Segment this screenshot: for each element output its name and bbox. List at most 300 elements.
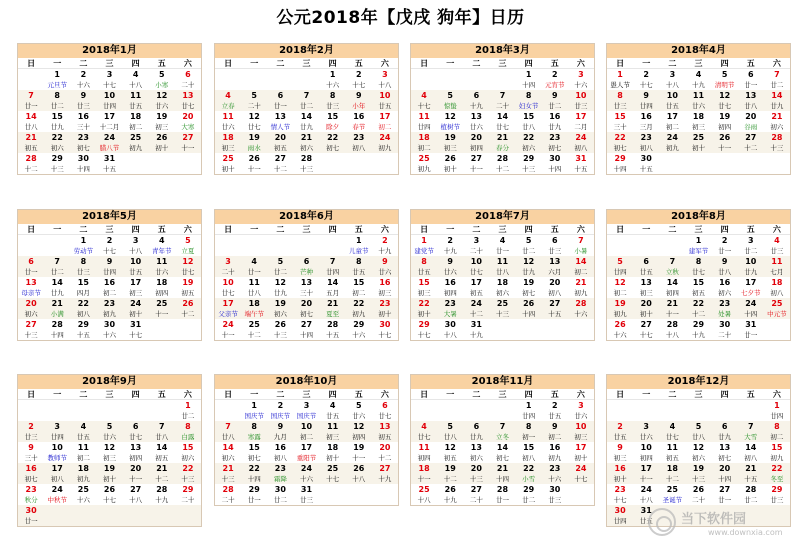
day-number: 18	[692, 112, 705, 121]
day-number: 11	[418, 112, 430, 121]
day-number: 3	[578, 401, 584, 410]
day-number: 31	[300, 485, 313, 494]
empty-cell	[372, 484, 398, 505]
lunar-date: 廿八	[744, 102, 758, 110]
day-cell	[463, 277, 489, 298]
day-number: 28	[222, 485, 234, 494]
day-number: 13	[470, 112, 482, 121]
lunar-date: 初十	[326, 454, 340, 462]
day-cell	[411, 421, 437, 442]
day-number: 29	[692, 320, 705, 329]
lunar-date: 初十	[155, 144, 169, 152]
day-number: 26	[353, 464, 365, 473]
day-cell	[712, 256, 738, 277]
day-cell	[44, 132, 70, 153]
day-cell	[516, 442, 542, 463]
lunar-date: 十三	[299, 165, 313, 173]
day-cell	[149, 256, 175, 277]
month-header: 2018年12月	[607, 375, 790, 389]
lunar-date: 十四	[50, 331, 64, 339]
lunar-date: 十三	[770, 144, 784, 152]
lunar-date: 七月	[770, 268, 784, 276]
lunar-date: 初九	[613, 310, 627, 318]
lunar-date: 初八	[574, 144, 588, 152]
day-cell	[241, 400, 267, 421]
lunar-date: 初六	[522, 144, 536, 152]
day-number: 16	[719, 278, 731, 287]
lunar-date: 十七	[613, 496, 627, 504]
day-number: 29	[523, 485, 535, 494]
day-number: 21	[496, 464, 509, 473]
lunar-date: 十三	[24, 331, 38, 339]
lunar-date: 廿七	[181, 268, 195, 276]
lunar-date: 廿七	[247, 123, 261, 131]
day-cell	[293, 442, 319, 463]
weekday-label: 四	[328, 225, 337, 234]
day-cell	[70, 235, 96, 256]
weekday-label: 六	[576, 225, 585, 234]
lunar-date: 初二	[574, 268, 588, 276]
day-number: 6	[747, 70, 754, 79]
lunar-date: 十二	[744, 144, 758, 152]
lunar-date: 廿三	[770, 247, 784, 255]
day-cell	[267, 256, 293, 277]
day-number: 12	[274, 278, 286, 287]
lunar-date: 十七	[639, 81, 653, 89]
weekday-label: 三	[498, 59, 507, 68]
lunar-date: 廿四	[522, 412, 536, 420]
day-cell	[149, 111, 175, 132]
lunar-date: 十四	[76, 165, 90, 173]
day-number: 9	[721, 257, 728, 266]
day-cell	[241, 442, 267, 463]
day-number: 15	[248, 443, 260, 452]
lunar-date: 三十	[299, 289, 313, 297]
day-number: 27	[470, 154, 482, 163]
festival-label: 小暑	[574, 247, 588, 255]
day-number: 3	[382, 70, 388, 79]
day-cell	[607, 421, 633, 442]
day-cell	[320, 69, 346, 90]
lunar-date: 廿六	[352, 412, 366, 420]
weekday-label: 六	[183, 225, 192, 234]
day-cell	[437, 319, 463, 340]
day-cell	[96, 256, 122, 277]
day-cell	[320, 298, 346, 319]
lunar-date: 初四	[417, 454, 431, 462]
day-number: 24	[130, 299, 142, 308]
day-number: 24	[666, 133, 678, 142]
day-number: 13	[379, 422, 391, 431]
lunar-date: 十九	[378, 247, 392, 255]
weekday-label: 日	[224, 225, 233, 234]
lunar-date: 廿四	[613, 517, 627, 525]
weekday-label: 一	[642, 390, 651, 399]
day-number: 1	[421, 236, 427, 245]
day-cell	[70, 463, 96, 484]
festival-label: 清明节	[714, 81, 735, 89]
weekday-label: 五	[157, 225, 166, 234]
day-cell	[411, 132, 437, 153]
day-cell	[489, 111, 515, 132]
day-cell	[764, 442, 790, 463]
lunar-date: 廿八	[691, 433, 705, 441]
day-number: 21	[666, 299, 678, 308]
festival-label: 立夏	[181, 247, 195, 255]
day-number: 30	[103, 320, 116, 329]
lunar-date: 十四	[522, 81, 536, 89]
lunar-date: 十三	[495, 310, 509, 318]
lunar-date: 十七	[574, 475, 588, 483]
weekday-label: 三	[302, 390, 311, 399]
day-cell	[738, 319, 764, 340]
day-number: 5	[106, 422, 113, 431]
day-cell	[712, 111, 738, 132]
lunar-date: 廿八	[443, 433, 457, 441]
month-header: 2018年6月	[215, 210, 398, 224]
day-number: 10	[640, 443, 652, 452]
day-number: 29	[418, 320, 430, 329]
lunar-date: 十四	[718, 475, 732, 483]
day-number: 6	[721, 422, 728, 431]
day-number: 10	[103, 91, 116, 100]
day-number: 31	[470, 320, 482, 329]
day-cell	[685, 298, 711, 319]
lunar-date: 初十	[417, 310, 431, 318]
day-cell	[241, 111, 267, 132]
day-cell	[712, 69, 738, 90]
lunar-date: 二十	[221, 496, 235, 504]
day-cell	[516, 69, 542, 90]
lunar-date: 十八	[378, 81, 392, 89]
month-6	[214, 209, 399, 341]
lunar-date: 六月	[548, 268, 562, 276]
day-number: 16	[549, 443, 561, 452]
empty-cell	[685, 400, 711, 421]
day-cell	[241, 277, 267, 298]
weekday-label: 六	[576, 390, 585, 399]
day-number: 1	[774, 401, 780, 410]
lunar-date: 初六	[273, 310, 287, 318]
lunar-date: 初二	[129, 123, 143, 131]
day-cell	[44, 111, 70, 132]
day-number: 27	[300, 320, 313, 329]
lunar-date: 初六	[50, 144, 64, 152]
day-cell	[293, 90, 319, 111]
day-number: 30	[444, 320, 456, 329]
lunar-date: 十九	[691, 81, 705, 89]
day-number: 18	[496, 278, 509, 287]
day-number: 1	[251, 401, 257, 410]
weekday-label: 六	[380, 59, 389, 68]
day-cell	[463, 463, 489, 484]
day-number: 28	[666, 320, 678, 329]
day-number: 18	[418, 133, 430, 142]
day-cell	[241, 132, 267, 153]
day-cell	[123, 442, 149, 463]
day-cell	[633, 463, 659, 484]
lunar-date: 十九	[378, 475, 392, 483]
day-number: 20	[300, 299, 313, 308]
day-number: 27	[182, 133, 194, 142]
day-number: 20	[640, 299, 652, 308]
empty-cell	[738, 153, 764, 174]
lunar-date: 初六	[299, 144, 313, 152]
lunar-date: 初六	[469, 454, 483, 462]
day-cell	[568, 256, 594, 277]
day-cell	[372, 277, 398, 298]
day-number: 15	[77, 278, 89, 287]
day-cell	[463, 153, 489, 174]
lunar-date: 十三	[221, 475, 235, 483]
festival-label: 寒露	[247, 433, 261, 441]
day-cell	[516, 463, 542, 484]
lunar-date: 廿七	[495, 123, 509, 131]
day-number: 6	[643, 257, 649, 266]
lunar-date: 廿九	[273, 289, 287, 297]
weekday-label: 一	[53, 390, 62, 399]
day-cell	[738, 421, 764, 442]
lunar-date: 廿二	[50, 102, 64, 110]
day-number: 28	[300, 154, 313, 163]
day-cell	[712, 463, 738, 484]
day-cell	[18, 111, 44, 132]
festival-label: 大寒	[181, 123, 195, 131]
day-number: 22	[51, 133, 63, 142]
day-cell	[738, 256, 764, 277]
day-number: 22	[418, 299, 430, 308]
festival-label: 雨水	[247, 144, 261, 152]
day-cell	[175, 442, 201, 463]
day-number: 17	[379, 112, 391, 121]
month-2	[214, 43, 399, 175]
lunar-date: 廿九	[469, 433, 483, 441]
day-cell	[18, 442, 44, 463]
day-cell	[463, 421, 489, 442]
day-cell	[685, 421, 711, 442]
day-cell	[241, 90, 267, 111]
day-cell	[489, 277, 515, 298]
day-cell	[685, 132, 711, 153]
weekday-label: 二	[276, 390, 285, 399]
lunar-date: 五月	[326, 289, 340, 297]
lunar-date: 廿二	[522, 247, 536, 255]
lunar-date: 十七	[102, 81, 116, 89]
weekday-label: 三	[105, 225, 114, 234]
day-number: 29	[523, 154, 535, 163]
lunar-date: 十一	[469, 165, 483, 173]
day-cell	[607, 505, 633, 526]
lunar-date: 初二	[102, 289, 116, 297]
day-cell	[542, 90, 568, 111]
day-cell	[411, 256, 437, 277]
day-cell	[659, 111, 685, 132]
day-number: 25	[692, 133, 705, 142]
lunar-date: 初二	[76, 454, 90, 462]
weekday-label: 四	[131, 390, 140, 399]
day-number: 19	[274, 299, 286, 308]
lunar-date: 廿四	[613, 268, 627, 276]
empty-cell	[215, 235, 241, 256]
lunar-date: 十八	[639, 496, 653, 504]
day-number: 10	[575, 91, 587, 100]
day-cell	[123, 132, 149, 153]
lunar-date: 初三	[326, 433, 340, 441]
month-header: 2018年11月	[411, 375, 594, 389]
day-cell	[685, 484, 711, 505]
day-number: 7	[225, 422, 231, 431]
day-cell	[70, 319, 96, 340]
lunar-date: 十六	[326, 81, 340, 89]
day-number: 25	[418, 485, 430, 494]
weekday-label: 二	[472, 59, 481, 68]
day-cell	[659, 421, 685, 442]
empty-cell	[607, 235, 633, 256]
day-number: 25	[130, 133, 142, 142]
day-cell	[346, 69, 372, 90]
lunar-date: 二十	[221, 268, 235, 276]
day-cell	[633, 153, 659, 174]
weekday-label: 五	[550, 390, 559, 399]
day-number: 21	[496, 133, 509, 142]
day-number: 26	[182, 299, 194, 308]
day-number: 6	[303, 257, 310, 266]
day-cell	[293, 319, 319, 340]
day-cell	[293, 132, 319, 153]
weekday-label: 二	[79, 225, 88, 234]
day-cell	[267, 298, 293, 319]
lunar-date: 廿一	[718, 247, 732, 255]
lunar-date: 十六	[574, 310, 588, 318]
day-number: 25	[156, 299, 168, 308]
lunar-date: 十四	[548, 165, 562, 173]
day-number: 29	[51, 154, 63, 163]
day-number: 23	[353, 133, 365, 142]
festival-label: 大暑	[443, 310, 457, 318]
day-cell	[215, 421, 241, 442]
empty-cell	[70, 400, 96, 421]
day-number: 24	[300, 464, 313, 473]
festival-label: 情人节	[270, 123, 291, 131]
lunar-date: 廿一	[495, 496, 509, 504]
day-number: 28	[25, 154, 37, 163]
weekday-label: 四	[720, 225, 729, 234]
day-cell	[411, 90, 437, 111]
day-cell	[44, 442, 70, 463]
month-4	[606, 43, 791, 175]
weekday-label: 五	[746, 225, 755, 234]
day-number: 20	[182, 112, 194, 121]
weekday-label: 三	[694, 390, 703, 399]
day-cell	[267, 90, 293, 111]
day-number: 4	[80, 422, 87, 431]
lunar-date: 初二	[352, 289, 366, 297]
day-number: 27	[379, 464, 391, 473]
lunar-date: 初四	[155, 289, 169, 297]
festival-label: 大雪	[744, 433, 758, 441]
day-number: 28	[771, 133, 783, 142]
empty-cell	[437, 400, 463, 421]
day-cell	[372, 111, 398, 132]
day-number: 18	[222, 133, 234, 142]
day-number: 6	[277, 91, 284, 100]
day-number: 6	[382, 401, 388, 410]
lunar-date: 初四	[718, 123, 732, 131]
day-cell	[411, 319, 437, 340]
day-number: 8	[251, 422, 257, 431]
day-number: 16	[640, 112, 652, 121]
day-cell	[18, 153, 44, 174]
day-cell	[516, 90, 542, 111]
day-number: 21	[25, 133, 37, 142]
weekday-label: 二	[79, 59, 88, 68]
lunar-date: 廿四	[102, 268, 116, 276]
day-cell	[516, 484, 542, 505]
lunar-date: 廿七	[417, 433, 431, 441]
festival-label: 立冬	[495, 433, 509, 441]
day-number: 24	[745, 299, 757, 308]
day-number: 16	[614, 464, 626, 473]
month-5	[17, 209, 202, 341]
day-number: 25	[771, 299, 783, 308]
day-cell	[542, 421, 568, 442]
empty-cell	[293, 235, 319, 256]
day-number: 3	[106, 70, 113, 79]
day-cell	[633, 69, 659, 90]
lunar-date: 初三	[102, 454, 116, 462]
lunar-date: 十七	[639, 331, 653, 339]
day-cell	[320, 277, 346, 298]
day-number: 6	[551, 236, 558, 245]
festival-label: 初二	[378, 123, 392, 131]
day-cell	[489, 442, 515, 463]
day-number: 21	[300, 133, 313, 142]
lunar-date: 初八	[273, 454, 287, 462]
day-cell	[267, 111, 293, 132]
day-number: 23	[379, 299, 391, 308]
festival-label: 腊八节	[99, 144, 120, 152]
lunar-date: 初七	[718, 454, 732, 462]
day-cell	[44, 484, 70, 505]
day-cell	[463, 442, 489, 463]
page-title: 公元2018年【戊戌 狗年】日历	[276, 8, 525, 28]
day-number: 10	[222, 278, 234, 287]
lunar-date: 十六	[613, 331, 627, 339]
day-number: 22	[692, 299, 705, 308]
weekday-label: 四	[524, 390, 533, 399]
lunar-date: 初五	[273, 144, 287, 152]
festival-label: 植树节	[440, 123, 460, 131]
lunar-date: 十二	[155, 475, 169, 483]
lunar-date: 三月	[639, 123, 653, 131]
day-cell	[764, 463, 790, 484]
day-cell	[633, 132, 659, 153]
empty-cell	[293, 69, 319, 90]
empty-cell	[241, 69, 267, 90]
lunar-date: 廿九	[299, 123, 313, 131]
month-header: 2018年10月	[215, 375, 398, 389]
day-number: 4	[774, 236, 780, 245]
day-number: 11	[77, 443, 89, 452]
day-number: 5	[447, 422, 453, 431]
lunar-date: 廿八	[522, 123, 536, 131]
day-cell	[372, 69, 398, 90]
lunar-date: 十二	[247, 331, 261, 339]
weekday-label: 五	[157, 390, 166, 399]
day-number: 29	[182, 485, 194, 494]
lunar-date: 廿九	[50, 289, 64, 297]
lunar-date: 十六	[352, 331, 366, 339]
